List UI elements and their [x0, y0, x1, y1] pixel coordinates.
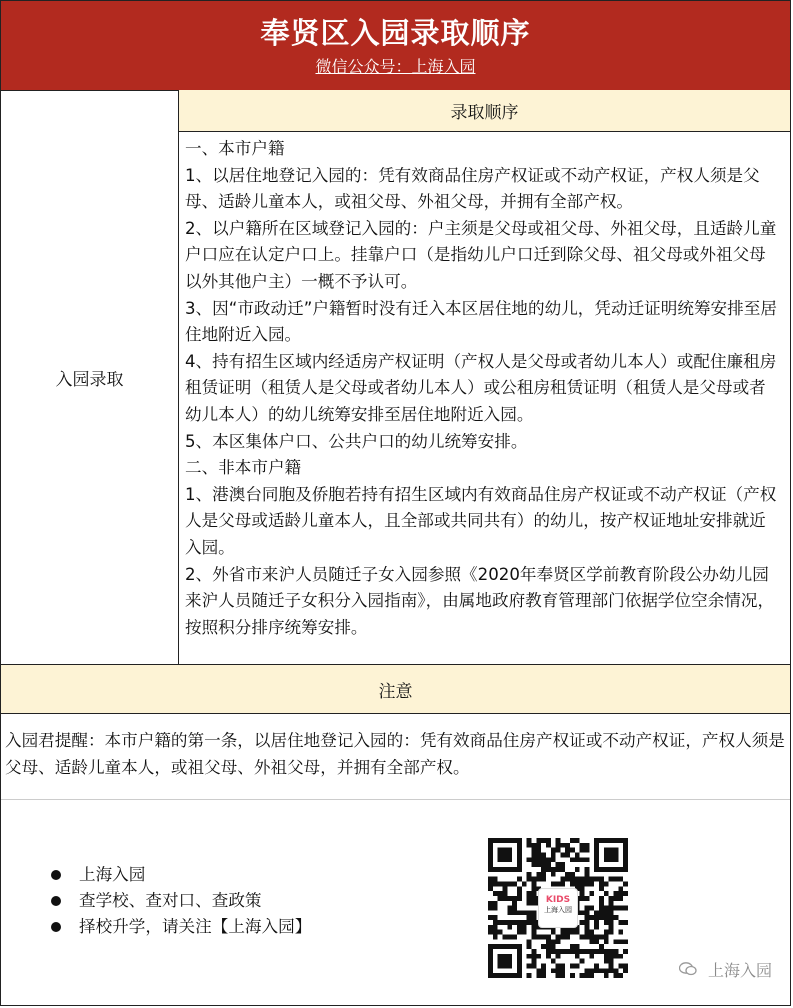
promo-item: 择校升学，请关注【上海入园】 — [49, 914, 311, 940]
order-line: 2、以户籍所在区域登记入园的：户主须是父母或祖父母、外祖父母，且适龄儿童户口应在认定户口上。挂靠户口（是指幼儿户口迁到除父母、祖父母或外祖父母以外其他户主）一概不予认可。 — [185, 218, 777, 291]
order-line: 3、因“市政动迁”户籍暂时没有迁入本区居住地的幼儿，凭动迁证明统筹安排至居住地附近入园。 — [185, 298, 777, 345]
column-header-cell — [179, 90, 790, 132]
order-line: 1、港澳台同胞及侨胞若持有招生区域内有效商品住房产权证或不动产权证（产权人是父母或适龄儿童本人，且全部或共同共有）的幼儿，按产权证地址安排就近入园。 — [185, 484, 777, 557]
note-header: 注意 — [378, 681, 413, 702]
order-line: 2、外省市来沪人员随迁子女入园参照《2020年奉贤区学前教育阶段公办幼儿园来沪人员随迁子女积分入园指南》，由属地政府教育管理部门依据学位空余情况，按照积分排序统筹安排。 — [185, 564, 775, 637]
order-line: 二、非本市户籍 — [185, 458, 302, 478]
wechat-icon — [679, 961, 697, 980]
order-line: 1、以居住地登记入园的：凭有效商品住房产权证或不动产权证，产权人须是父母、适龄儿童本人，或祖父母、外祖父母，并拥有全部产权。 — [185, 165, 760, 212]
wechat-account-link[interactable]: 微信公众号：上海入园 — [315, 57, 476, 76]
column-header: 录取顺序 — [450, 103, 519, 123]
order-line: 5、本区集体户口、公共户口的幼儿统筹安排。 — [185, 431, 528, 451]
row-label: 入园录取 — [55, 369, 124, 390]
promo-item: 上海入园 — [49, 862, 311, 888]
promo-section — [1, 799, 790, 1005]
footer-mark-text: 上海入园 — [707, 961, 772, 980]
page-title: 奉贤区入园录取顺序 — [260, 16, 531, 50]
qr-logo-text: 上海入园 — [544, 905, 572, 914]
note-header-cell — [1, 664, 790, 714]
row-label-cell — [1, 90, 179, 664]
qr-logo-brand: KIDS — [545, 895, 571, 905]
qr-logo — [538, 888, 578, 928]
order-line: 4、持有招生区域内经适房产权证明（产权人是父母或者幼儿本人）或配住廉租房租赁证明（租赁人是父母或者幼儿本人）或公租房租赁证明（租赁人是父母或者幼儿本人）的幼儿统筹安排至居住地附近入园。 — [185, 351, 777, 424]
qr-code[interactable] — [488, 838, 628, 978]
promo-item: 查学校、查对口、查政策 — [49, 888, 311, 914]
footer-watermark — [679, 958, 772, 981]
note-text: 入园君提醒：本市户籍的第一条，以居住地登记入园的：凭有效商品住房产权证或不动产权证，产权人须是父母、适龄儿童本人，或祖父母、外祖父母，并拥有全部产权。 — [5, 731, 785, 777]
admission-order-content — [179, 132, 790, 664]
order-line: 一、本市户籍 — [185, 139, 285, 158]
promo-list — [49, 862, 311, 940]
header-banner — [1, 1, 790, 91]
